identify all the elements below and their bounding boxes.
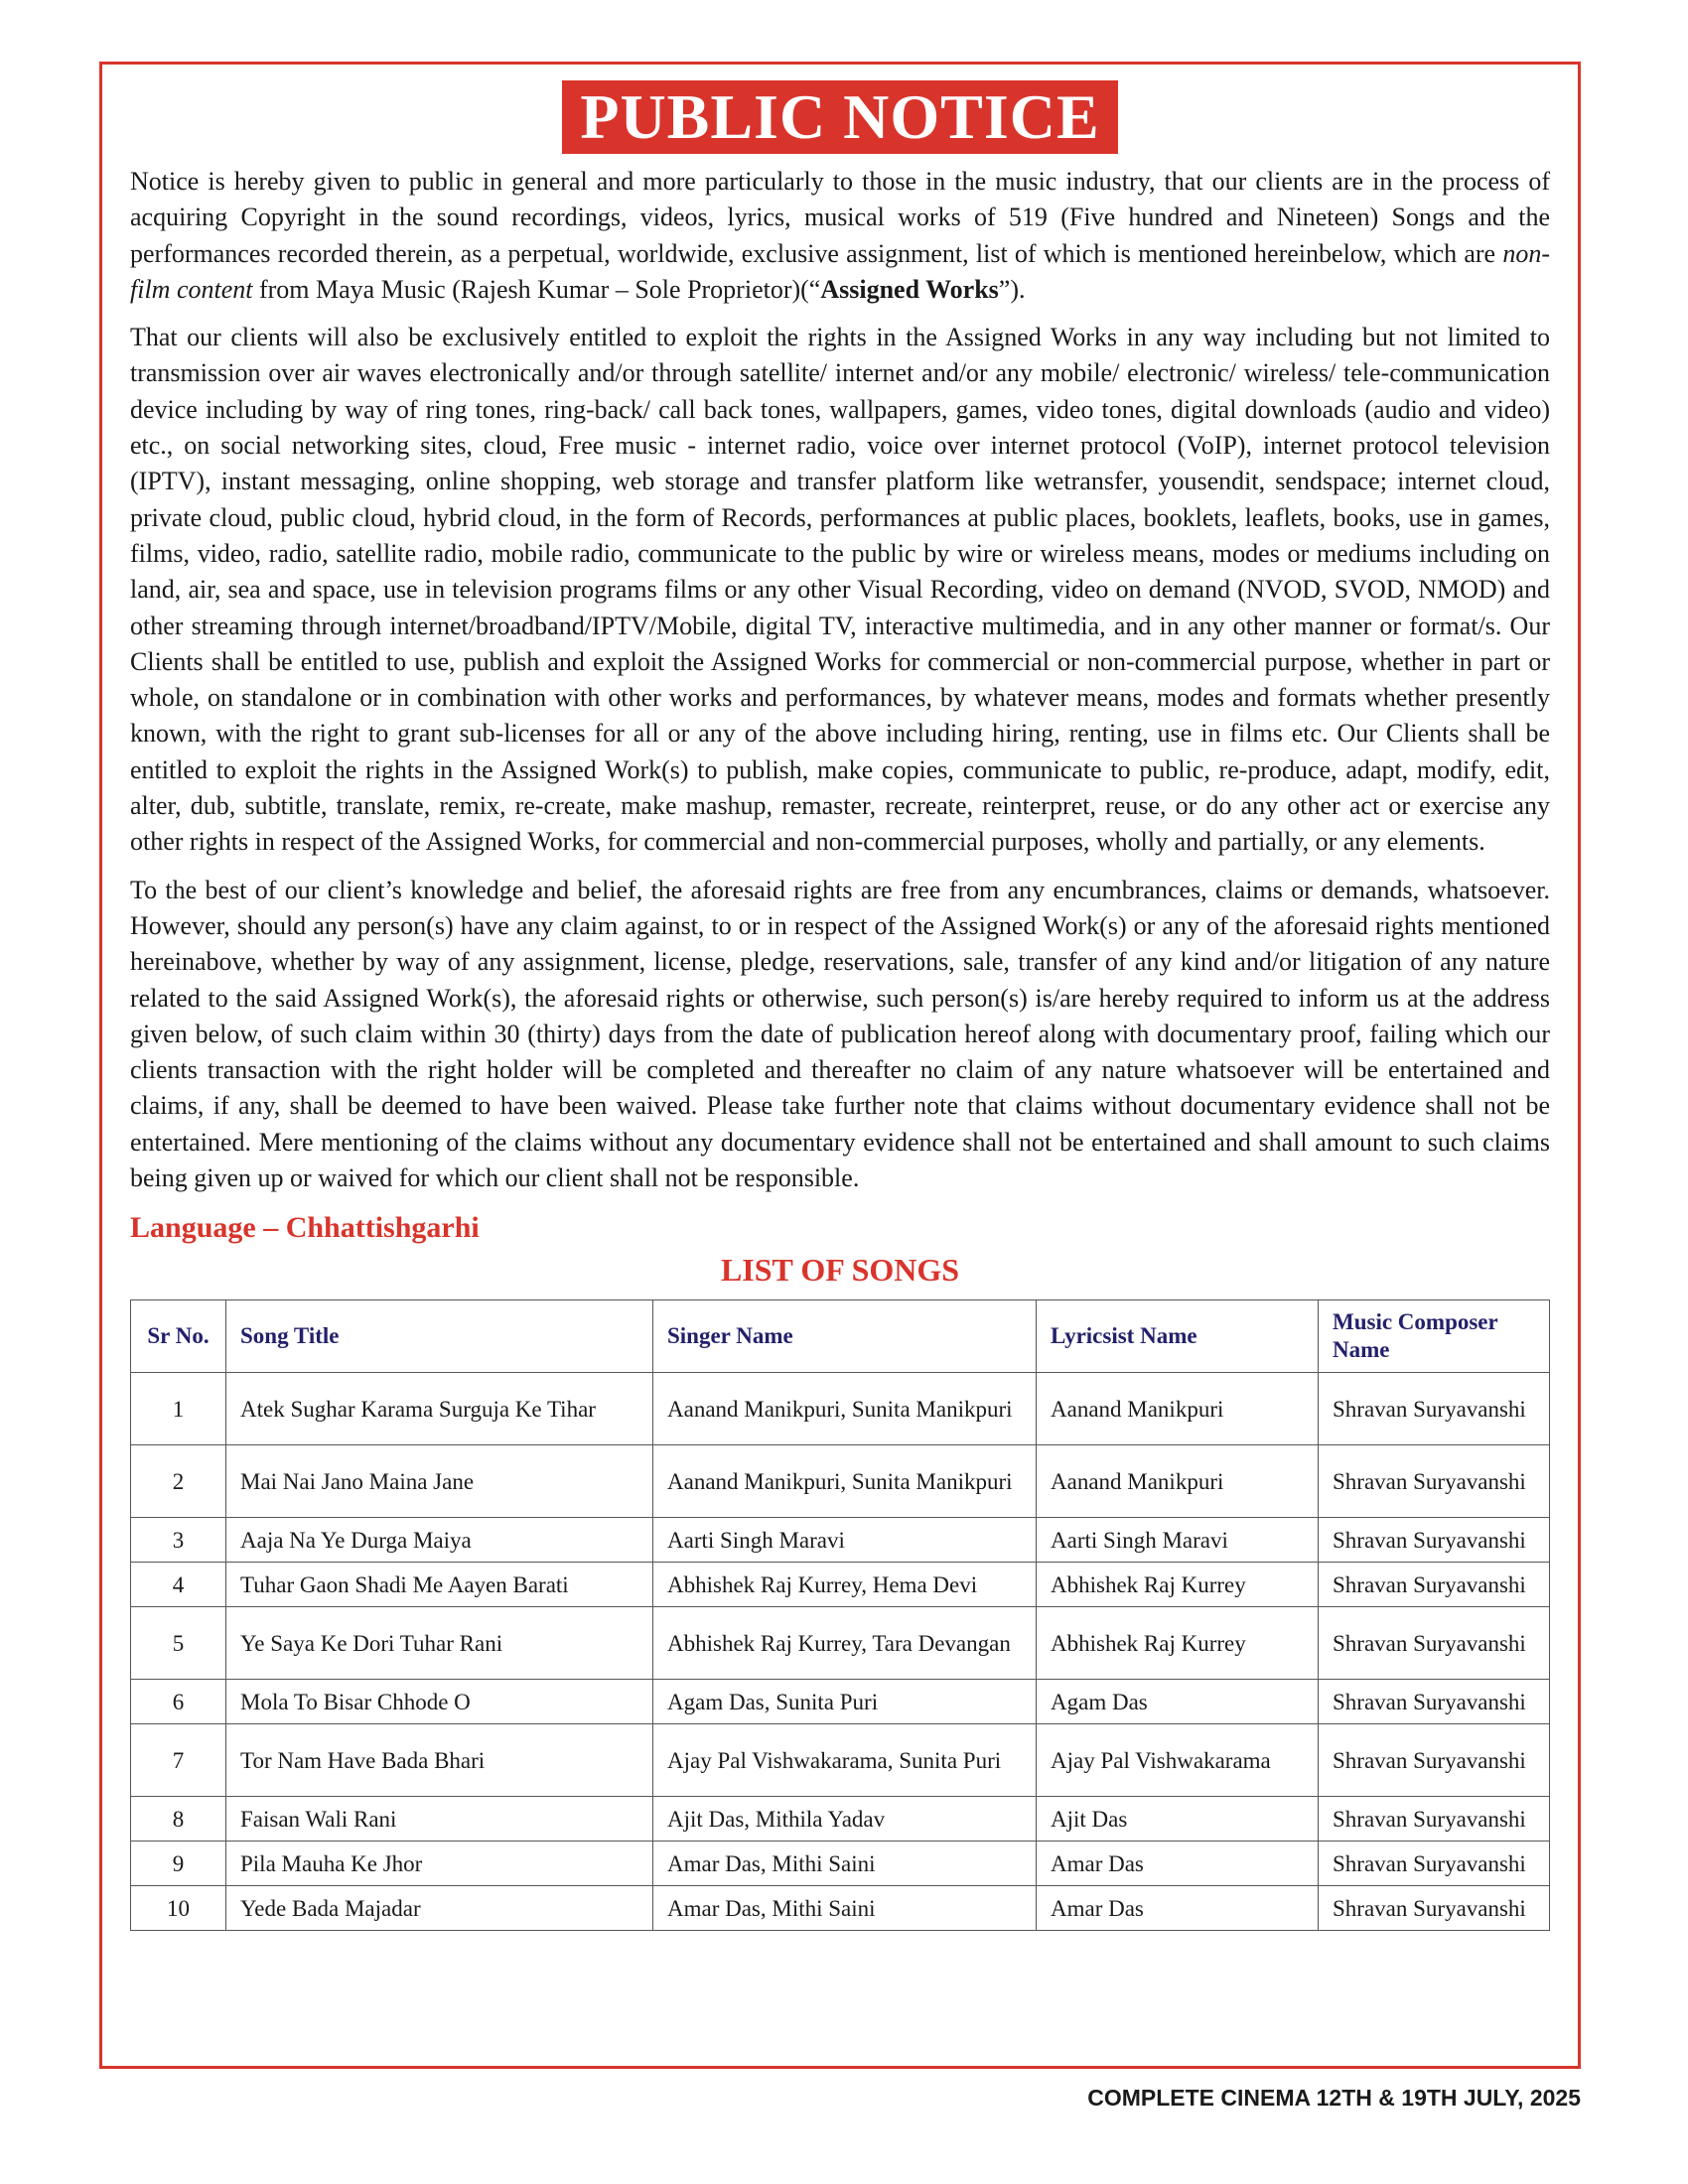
- cell-sr: 5: [131, 1607, 226, 1680]
- cell-lyricist: Ajay Pal Vishwakarama: [1037, 1724, 1319, 1797]
- cell-lyricist: Amar Das: [1037, 1842, 1319, 1886]
- table-row: [131, 1886, 1550, 1931]
- cell-composer: Shravan Suryavanshi: [1319, 1842, 1550, 1886]
- paragraph-3: To the best of our client’s knowledge and belief, the aforesaid rights are free from any encumbrances, claims or demands, whatsoever. However, should any person(s) have any claim against, to or in respect of the Assigned Work(s) or any of the aforesaid rights mentioned hereinabove, whether by way of any assignment, license, pledge, reservations, sale, transfer of any kind and/or litigation of any nature related to the said Assigned Work(s), the aforesaid rights or otherwise, such person(s) is/are hereby required to inform us at the address given below, of such claim within 30 (thirty) days from the date of publication hereof along with documentary proof, failing which our clients transaction with the right holder will be completed and thereafter no claim of any nature whatsoever will be entertained and claims, if any, shall be deemed to have been waived. Please take further note that claims without documentary evidence shall not be entertained. Mere mentioning of the claims without any documentary evidence shall not be entertained and shall amount to such claims being given up or waived for which our client shall not be responsible.: [130, 875, 1550, 1193]
- cell-singer: Abhishek Raj Kurrey, Hema Devi: [653, 1563, 1037, 1607]
- cell-song: Aaja Na Ye Durga Maiya: [226, 1518, 653, 1563]
- songs-table: [130, 1299, 1550, 1931]
- cell-song: Mola To Bisar Chhode O: [226, 1680, 653, 1724]
- cell-song: Yede Bada Majadar: [226, 1886, 653, 1931]
- cell-song: Faisan Wali Rani: [226, 1797, 653, 1842]
- cell-singer: Aarti Singh Maravi: [653, 1518, 1037, 1563]
- cell-composer: Shravan Suryavanshi: [1319, 1518, 1550, 1563]
- cell-sr: 9: [131, 1842, 226, 1886]
- language-heading: Language – Chhattishgarhi: [130, 1211, 480, 1245]
- cell-lyricist: Amar Das: [1037, 1886, 1319, 1931]
- cell-lyricist: Aanand Manikpuri: [1037, 1445, 1319, 1518]
- cell-lyricist: Abhishek Raj Kurrey: [1037, 1563, 1319, 1607]
- cell-song: Tor Nam Have Bada Bhari: [226, 1724, 653, 1797]
- paragraph-1: [130, 164, 1550, 308]
- header-song: Song Title: [226, 1300, 653, 1373]
- table-row: [131, 1724, 1550, 1797]
- header-composer: Music Composer Name: [1319, 1300, 1550, 1373]
- cell-composer: Shravan Suryavanshi: [1319, 1445, 1550, 1518]
- table-row: [131, 1518, 1550, 1563]
- list-title: LIST OF SONGS: [720, 1252, 960, 1289]
- cell-sr: 1: [131, 1373, 226, 1445]
- p1-italic: non-film content: [130, 238, 1550, 304]
- cell-sr: 4: [131, 1563, 226, 1607]
- page-title: PUBLIC NOTICE: [562, 80, 1117, 154]
- table-header-row: [131, 1300, 1550, 1373]
- p1-middle: from Maya Music (Rajesh Kumar – Sole Proprietor)(“: [252, 274, 821, 304]
- cell-singer: Agam Das, Sunita Puri: [653, 1680, 1037, 1724]
- cell-song: Tuhar Gaon Shadi Me Aayen Barati: [226, 1563, 653, 1607]
- title-wrap: [102, 80, 1578, 154]
- cell-sr: 8: [131, 1797, 226, 1842]
- table-row: [131, 1680, 1550, 1724]
- cell-singer: Aanand Manikpuri, Sunita Manikpuri: [653, 1373, 1037, 1445]
- cell-singer: Ajay Pal Vishwakarama, Sunita Puri: [653, 1724, 1037, 1797]
- cell-lyricist: Agam Das: [1037, 1680, 1319, 1724]
- cell-song: Pila Mauha Ke Jhor: [226, 1842, 653, 1886]
- table-row: [131, 1842, 1550, 1886]
- header-singer: Singer Name: [653, 1300, 1037, 1373]
- cell-singer: Abhishek Raj Kurrey, Tara Devangan: [653, 1607, 1037, 1680]
- cell-song: Mai Nai Jano Maina Jane: [226, 1445, 653, 1518]
- cell-lyricist: Aanand Manikpuri: [1037, 1373, 1319, 1445]
- cell-sr: 3: [131, 1518, 226, 1563]
- cell-sr: 6: [131, 1680, 226, 1724]
- cell-singer: Ajit Das, Mithila Yadav: [653, 1797, 1037, 1842]
- paragraph-2: That our clients will also be exclusively entitled to exploit the rights in the Assigned Works in any way including but not limited to transmission over air waves electronically and/or through satellite/ internet and/or any mobile/ electronic/ wireless/ tele-communication device including by way of ring tones, ring-back/ call back tones, wallpapers, games, video tones, digital downloads (audio and video) etc., on social networking sites, cloud, Free music - internet radio, voice over internet protocol (VoIP), internet protocol television (IPTV), instant messaging, online shopping, web storage and transfer platform like wetransfer, yousendit, sendspace; internet cloud, private cloud, public cloud, hybrid cloud, in the form of Records, performances at public places, booklets, leaflets, books, use in games, films, video, radio, satellite radio, mobile radio, communicate to the public by wire or wireless means, modes or mediums including on land, air, sea and space, use in television programs films or any other Visual Recording, video on demand (NVOD, SVOD, NMOD) and other streaming through internet/broadband/IPTV/Mobile, digital TV, interactive multimedia, and in any other manner or format/s. Our Clients shall be entitled to use, publish and exploit the Assigned Works for commercial or non-commercial purpose, whether in part or whole, on standalone or in combination with other works and performances, by whatever means, modes and formats whether presently known, with the right to grant sub-licenses for all or any of the above including hiring, renting, use in films etc. Our Clients shall be entitled to exploit the rights in the Assigned Work(s) to publish, make copies, communicate to public, re-produce, adapt, modify, edit, alter, dub, subtitle, translate, remix, re-create, make mashup, remaster, recreate, reinterpret, reuse, or do any other act or exercise any other rights in respect of the Assigned Works, for commercial and non-commercial purposes, wholly and partially, or any elements.: [130, 323, 1550, 857]
- publication-footer: COMPLETE CINEMA 12TH & 19TH JULY, 2025: [1087, 2085, 1581, 2111]
- p1-bold: Assigned Works: [820, 274, 999, 304]
- cell-sr: 7: [131, 1724, 226, 1797]
- cell-lyricist: Ajit Das: [1037, 1797, 1319, 1842]
- notice-frame: [99, 62, 1581, 2069]
- cell-sr: 2: [131, 1445, 226, 1518]
- cell-singer: Aanand Manikpuri, Sunita Manikpuri: [653, 1445, 1037, 1518]
- cell-lyricist: Abhishek Raj Kurrey: [1037, 1607, 1319, 1680]
- cell-sr: 10: [131, 1886, 226, 1931]
- cell-composer: Shravan Suryavanshi: [1319, 1797, 1550, 1842]
- cell-composer: Shravan Suryavanshi: [1319, 1680, 1550, 1724]
- table-row: [131, 1607, 1550, 1680]
- p1-text: Notice is hereby given to public in general and more particularly to those in the music industry, that our clients are in the process of acquiring Copyright in the sound recordings, videos, lyrics, musical works of 519 (Five hundred and Nineteen) Songs and the performances recorded therein, as a perpetual, worldwide, exclusive assignment, list of which is mentioned hereinbelow, which are: [130, 167, 1550, 268]
- cell-composer: Shravan Suryavanshi: [1319, 1373, 1550, 1445]
- table-row: [131, 1445, 1550, 1518]
- header-sr: Sr No.: [131, 1300, 226, 1373]
- cell-composer: Shravan Suryavanshi: [1319, 1886, 1550, 1931]
- table-row: [131, 1797, 1550, 1842]
- cell-composer: Shravan Suryavanshi: [1319, 1724, 1550, 1797]
- p1-end: ”).: [998, 274, 1026, 304]
- notice-content: [130, 164, 1550, 1931]
- cell-composer: Shravan Suryavanshi: [1319, 1563, 1550, 1607]
- cell-song: Atek Sughar Karama Surguja Ke Tihar: [226, 1373, 653, 1445]
- cell-singer: Amar Das, Mithi Saini: [653, 1842, 1037, 1886]
- cell-composer: Shravan Suryavanshi: [1319, 1607, 1550, 1680]
- cell-song: Ye Saya Ke Dori Tuhar Rani: [226, 1607, 653, 1680]
- cell-lyricist: Aarti Singh Maravi: [1037, 1518, 1319, 1563]
- table-row: [131, 1373, 1550, 1445]
- cell-singer: Amar Das, Mithi Saini: [653, 1886, 1037, 1931]
- table-row: [131, 1563, 1550, 1607]
- header-lyricist: Lyricsist Name: [1037, 1300, 1319, 1373]
